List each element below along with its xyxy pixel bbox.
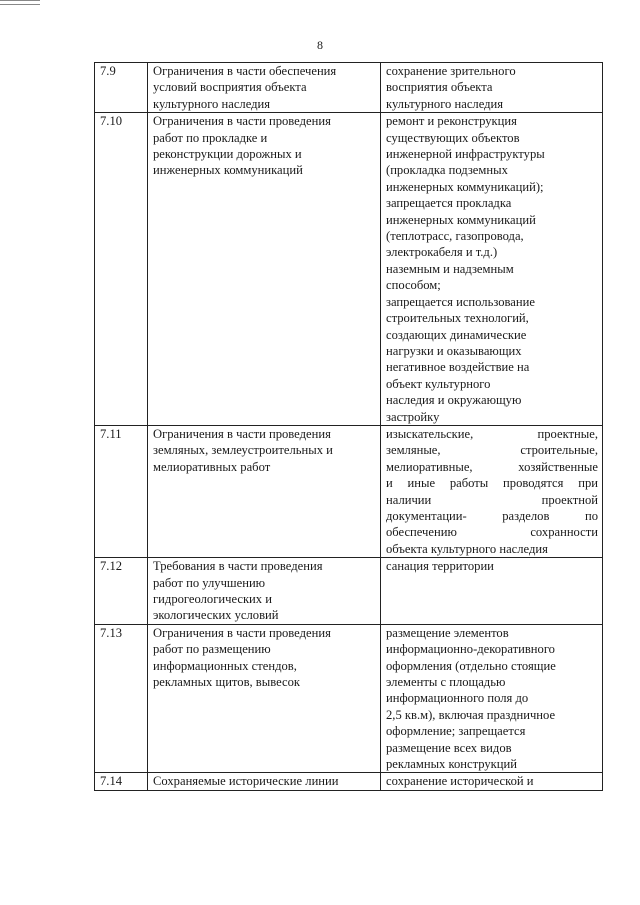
requirement-line: оформления (отдельно стоящие xyxy=(386,658,556,673)
requirement-line: (прокладка подземных xyxy=(386,163,508,178)
requirement-line: оформление; запрещается xyxy=(386,724,526,739)
requirement-line: мелиоративные, хозяйственные xyxy=(386,459,598,474)
restriction-name-line: условий восприятия объекта xyxy=(153,80,307,95)
restriction-name-line: Ограничения в части проведения xyxy=(153,625,331,640)
requirement-line: объект культурного xyxy=(386,376,491,391)
restriction-name-line: Ограничения в части проведения xyxy=(153,426,331,441)
scan-corner-mark xyxy=(0,0,40,5)
requirement-line: негативное воздействие на xyxy=(386,360,530,375)
regulations-table xyxy=(94,62,603,791)
requirement-line: (теплотрасс, газопровода, xyxy=(386,229,524,244)
table-row xyxy=(95,113,603,426)
requirement-line: запрещается прокладка xyxy=(386,196,512,211)
restriction-name-line: работ по размещению xyxy=(153,642,271,657)
restriction-name-line: работ по улучшению xyxy=(153,575,266,590)
restriction-name-cell xyxy=(148,773,381,790)
restriction-name-line: информационных стендов, xyxy=(153,658,297,673)
requirement-cell xyxy=(381,773,603,790)
requirement-line: элементы с площадью xyxy=(386,675,506,690)
requirement-line: способом; xyxy=(386,278,441,293)
restriction-name-cell xyxy=(148,113,381,426)
restriction-name-line: Ограничения в части обеспечения xyxy=(153,64,337,78)
row-number: 7.9 xyxy=(95,63,148,113)
requirement-cell xyxy=(381,425,603,557)
row-number: 7.14 xyxy=(95,773,148,790)
requirement-line: культурного наследия xyxy=(386,96,504,111)
requirement-cell xyxy=(381,113,603,426)
row-number: 7.12 xyxy=(95,558,148,625)
restriction-name-line: Ограничения в части проведения xyxy=(153,114,331,129)
requirement-line: санация территории xyxy=(386,559,494,574)
requirement-line: нагрузки и оказывающих xyxy=(386,343,522,358)
requirement-line: изыскательские, проектные, xyxy=(386,426,598,441)
requirement-line: рекламных конструкций xyxy=(386,757,518,772)
restriction-name-line: Требования в части проведения xyxy=(153,559,323,574)
restriction-name-line: гидрогеологических и xyxy=(153,592,272,606)
table-row xyxy=(95,63,603,113)
restriction-name-cell xyxy=(148,63,381,113)
requirement-line: запрещается использование xyxy=(386,294,535,309)
requirement-line: земляные, строительные, xyxy=(386,443,598,458)
row-number: 7.13 xyxy=(95,624,148,773)
restriction-name-line: рекламных щитов, вывесок xyxy=(153,675,300,690)
requirement-line: инженерных коммуникаций xyxy=(386,212,536,227)
requirement-line: наследия и окружающую xyxy=(386,393,522,408)
requirement-line: наличии проектной xyxy=(386,492,598,507)
requirement-line: обеспечению сохранности xyxy=(386,525,598,540)
requirement-line: информационного поля до xyxy=(386,691,529,706)
requirement-line: размещение всех видов xyxy=(386,740,512,755)
page-number: 8 xyxy=(317,38,323,52)
requirement-line: застройку xyxy=(386,409,440,424)
requirement-line: 2,5 кв.м), включая праздничное xyxy=(386,707,556,722)
restriction-name-line: мелиоративных работ xyxy=(153,459,271,474)
restriction-name-line: культурного наследия xyxy=(153,96,271,111)
requirement-line: создающих динамические xyxy=(386,327,527,342)
restriction-name-line: реконструкции дорожных и xyxy=(153,147,302,162)
requirement-line: существующих объектов xyxy=(386,130,520,145)
requirement-cell xyxy=(381,558,603,625)
restriction-name-cell xyxy=(148,425,381,557)
requirement-line: документации- разделов по xyxy=(386,508,598,523)
requirement-line: сохранение исторической и xyxy=(386,774,534,789)
requirement-line: электрокабеля и т.д.) xyxy=(386,245,498,260)
requirement-line: восприятия объекта xyxy=(386,80,493,95)
restriction-name-cell xyxy=(148,558,381,625)
requirement-line: сохранение зрительного xyxy=(386,64,516,78)
requirement-line: и иные работы проводятся при xyxy=(386,476,598,491)
row-number: 7.10 xyxy=(95,113,148,426)
requirement-line: информационно-декоративного xyxy=(386,642,555,657)
requirement-cell xyxy=(381,624,603,773)
row-number: 7.11 xyxy=(95,425,148,557)
table-row xyxy=(95,773,603,790)
table-row xyxy=(95,558,603,625)
requirement-cell xyxy=(381,63,603,113)
requirement-line: ремонт и реконструкция xyxy=(386,114,517,129)
restriction-name-line: работ по прокладке и xyxy=(153,130,268,145)
restriction-name-cell xyxy=(148,624,381,773)
restriction-name-line: Сохраняемые исторические линии xyxy=(153,774,339,789)
table-row xyxy=(95,624,603,773)
requirement-line: размещение элементов xyxy=(386,625,509,640)
table-row xyxy=(95,425,603,557)
requirement-line: строительных технологий, xyxy=(386,311,529,326)
requirement-line: инженерной инфраструктуры xyxy=(386,147,545,162)
requirement-line: объекта культурного наследия xyxy=(386,541,548,556)
requirement-line: инженерных коммуникаций); xyxy=(386,179,544,194)
restriction-name-line: экологических условий xyxy=(153,608,279,623)
restriction-name-line: земляных, землеустроительных и xyxy=(153,443,333,458)
requirement-line: наземным и надземным xyxy=(386,261,514,276)
table-body xyxy=(95,63,603,791)
restriction-name-line: инженерных коммуникаций xyxy=(153,163,303,178)
